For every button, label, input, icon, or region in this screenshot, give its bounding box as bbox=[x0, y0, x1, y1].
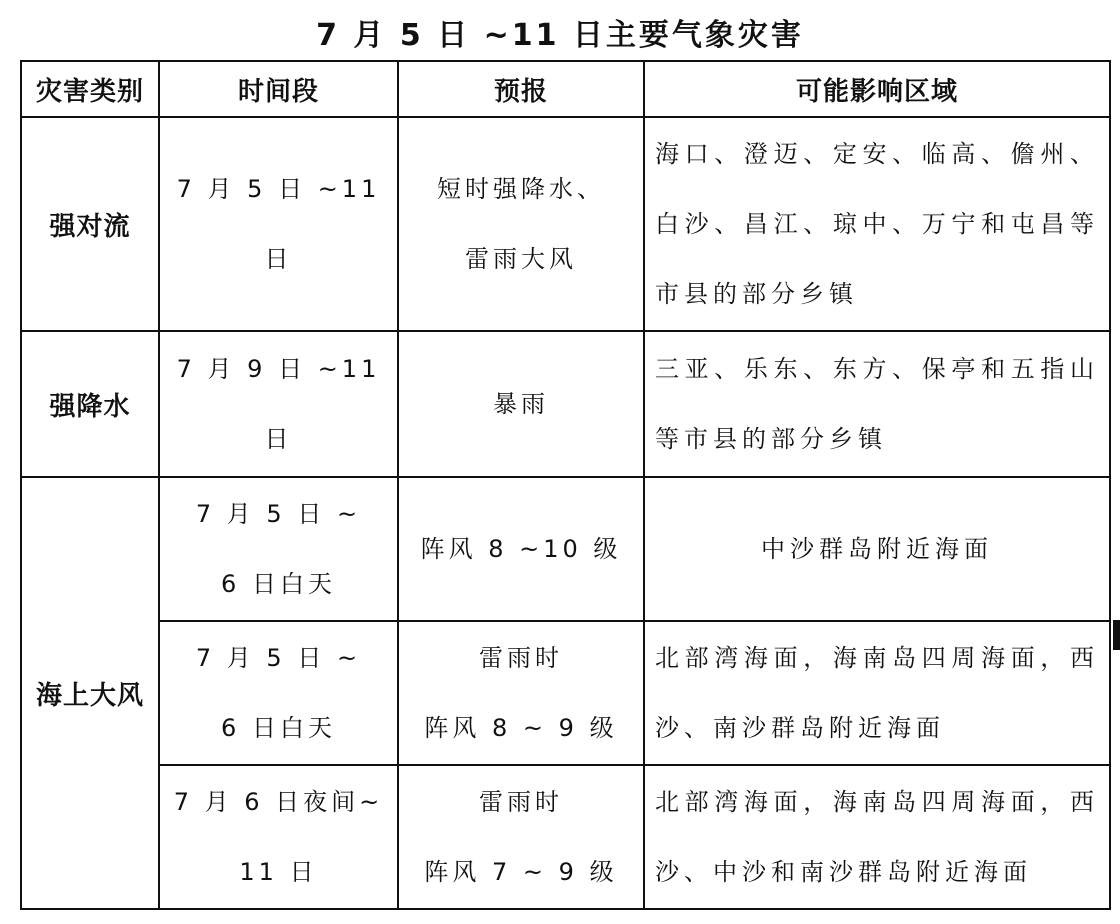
header-period: 时间段 bbox=[159, 61, 398, 117]
area-cell: 三亚、乐东、东方、保亭和五指山等市县的部分乡镇 bbox=[644, 331, 1110, 477]
disaster-table bbox=[20, 60, 1111, 910]
forecast-cell: 短时强降水、 雷雨大风 bbox=[398, 117, 644, 331]
disaster-type-cell: 海上大风 bbox=[21, 477, 159, 909]
area-cell: 中沙群岛附近海面 bbox=[644, 477, 1110, 621]
edge-marker bbox=[1113, 620, 1120, 650]
period-cell: 7 月 5 日 ~11 日 bbox=[159, 117, 398, 331]
header-forecast: 预报 bbox=[398, 61, 644, 117]
header-area: 可能影响区域 bbox=[644, 61, 1110, 117]
area-cell: 北部湾海面，海南岛四周海面，西沙、南沙群岛附近海面 bbox=[644, 621, 1110, 765]
table-row bbox=[21, 477, 1110, 621]
disaster-type-cell: 强降水 bbox=[21, 331, 159, 477]
period-cell: 7 月 6 日夜间~ 11 日 bbox=[159, 765, 398, 909]
table-header-row bbox=[21, 61, 1110, 117]
area-cell: 海口、澄迈、定安、临高、儋州、白沙、昌江、琼中、万宁和屯昌等市县的部分乡镇 bbox=[644, 117, 1110, 331]
table-row bbox=[21, 331, 1110, 477]
period-cell: 7 月 9 日 ~11 日 bbox=[159, 331, 398, 477]
period-cell: 7 月 5 日 ~ 6 日白天 bbox=[159, 621, 398, 765]
forecast-cell: 雷雨时 阵风 8 ~ 9 级 bbox=[398, 621, 644, 765]
header-type: 灾害类别 bbox=[21, 61, 159, 117]
forecast-cell: 阵风 8 ~10 级 bbox=[398, 477, 644, 621]
area-cell: 北部湾海面，海南岛四周海面，西沙、中沙和南沙群岛附近海面 bbox=[644, 765, 1110, 909]
forecast-cell: 雷雨时 阵风 7 ~ 9 级 bbox=[398, 765, 644, 909]
page-title: 7 月 5 日 ~11 日主要气象灾害 bbox=[316, 18, 804, 53]
period-cell: 7 月 5 日 ~ 6 日白天 bbox=[159, 477, 398, 621]
table-row bbox=[21, 621, 1110, 765]
table-row bbox=[21, 765, 1110, 909]
disaster-type-cell: 强对流 bbox=[21, 117, 159, 331]
table-row bbox=[21, 117, 1110, 331]
forecast-cell: 暴雨 bbox=[398, 331, 644, 477]
